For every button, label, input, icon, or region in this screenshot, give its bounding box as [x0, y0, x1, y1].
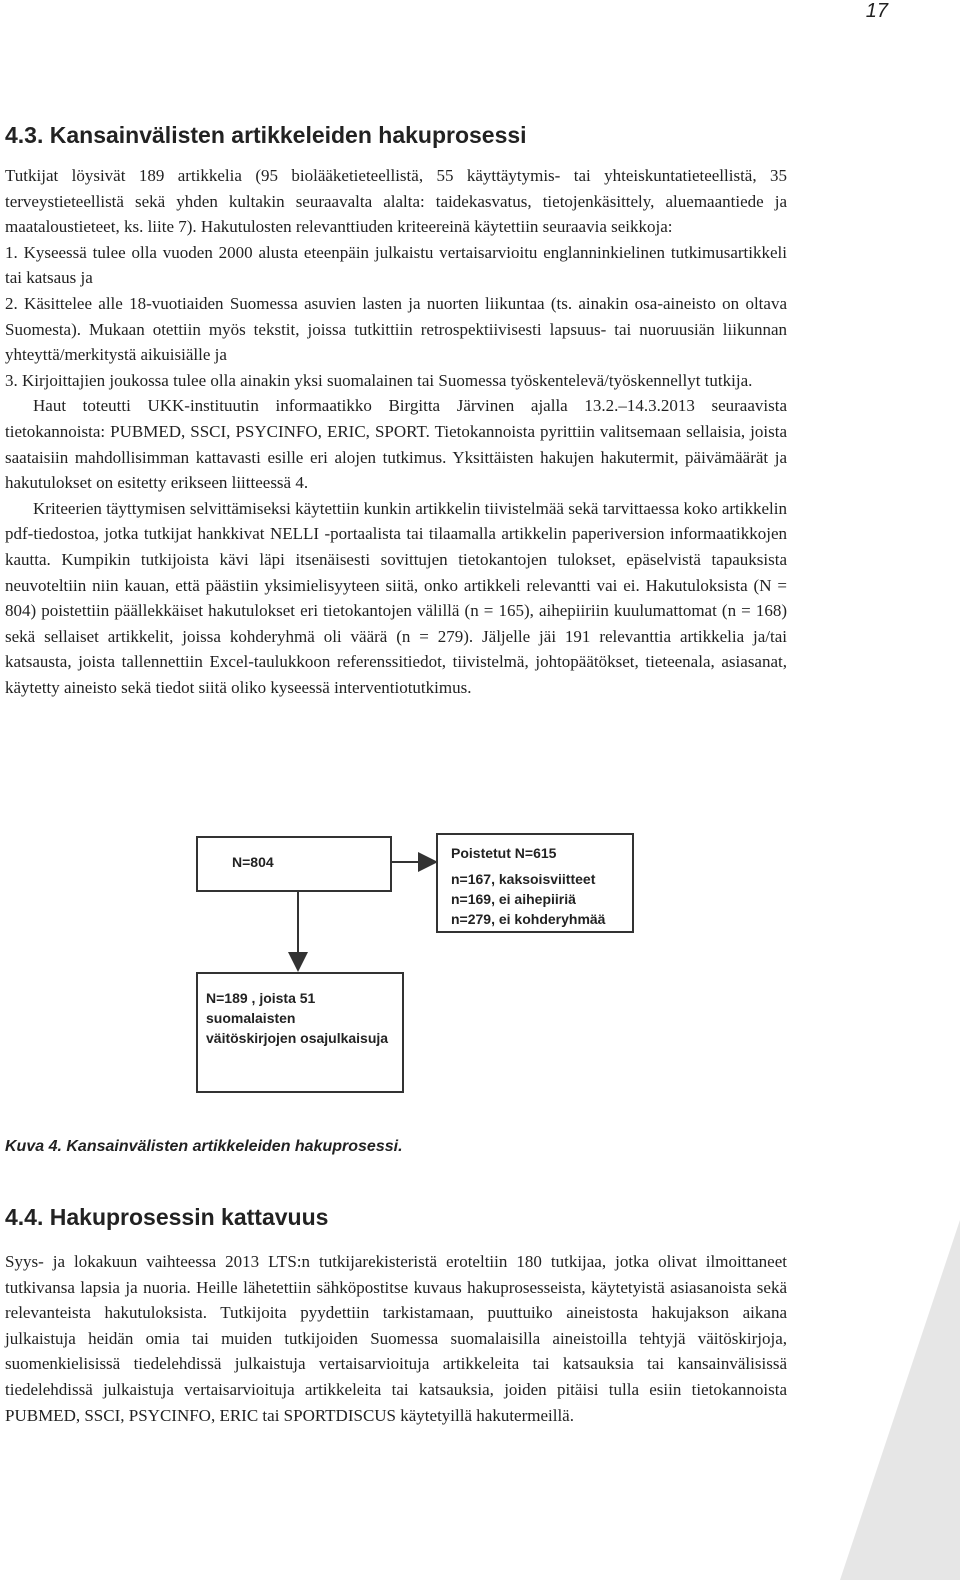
page-number: 17 — [865, 0, 888, 22]
section-heading-4-3: 4.3. Kansainvälisten artikkeleiden hakuprosessi — [5, 122, 527, 148]
corner-decoration — [840, 1220, 960, 1580]
flowchart-start-box — [196, 836, 392, 892]
search-paragraph: Haut toteutti UKK-instituutin informaatikko Birgitta Järvinen ajalla 13.2.–14.3.2013 seuraavista tietokannoista: PUBMED, SSCI, PSYCINFO, ERIC, SPORT. Tietokannoista pyrittiin valitsemaan sellaisia, joista saataisiin mahdollisimman kattavasti esille eri alojen tutkimus. Yksittäisten hakujen hakutermit, päivämäärät ja hakutulokset on esitetty erikseen liitteessä 4. — [5, 396, 787, 493]
intro-paragraph: Tutkijat löysivät 189 artikkelia (95 biolääketieteellistä, 55 käyttäytymis- tai yhteiskuntatieteellistä, 35 terveystieteellistä sekä yhden kultakin seuraavalta alalta: taidekasvatus, tietojenkäsittely, aluemaantiede ja maataloustieteet, ks. liite 7). Hakutulosten relevanttiuden kriteereinä käytettiin seuraavia seikkoja: — [5, 166, 787, 237]
figure-caption: Kuva 4. Kansainvälisten artikkeleiden hakuprosessi. — [5, 1138, 403, 1155]
criterion-2: 2. Käsittelee alle 18-vuotiaiden Suomessa asuvien lasten ja nuorten liikuntaa (ts. ainakin osa-aineisto on oltava Suomesta). Mukaan otettiin myös tekstit, joissa tutkittiin retrospektiivisesti lapsuus- tai nuoruusiän liikunnan yhteyttä/merkitystä aikuisiälle ja — [5, 293, 787, 365]
result-box-line: suomalaisten — [206, 1010, 296, 1026]
section-heading-4-4: 4.4. Hakuprosessin kattavuus — [5, 1204, 329, 1230]
removed-box-line: n=279, ei kohderyhmää — [451, 911, 606, 927]
result-box-line: N=189 , joista 51 — [206, 990, 316, 1006]
flowchart-result-box — [196, 972, 404, 1093]
criterion-1: 1. Kyseessä tulee olla vuoden 2000 alusta eteenpäin julkaistu vertaisarvioitu englanninkielinen tutkimusartikkeli tai katsaus ja — [5, 242, 787, 288]
start-box-label: N=804 — [232, 854, 274, 870]
section-4-4-body — [5, 1249, 787, 1428]
result-box-line: väitöskirjojen osajulkaisuja — [206, 1030, 389, 1046]
screening-paragraph: Kriteerien täyttymisen selvittämiseksi käytettiin kunkin artikkelin tiivistelmää sekä tarvittaessa koko artikkelin pdf-tiedostoa, jotka tutkijat hankkivat NELLI -portaalista tai tilaamalla artikkelin paperiversion informaatikkojen kautta. Kumpikin tutkijoista kävi läpi itsenäisesti sovittujen tietokantojen tulokset, epäselvistä tapauksista neuvoteltiin niin kauan, että päästiin yksimielisyyteen siitä, onko artikkeli relevantti vai ei. Hakutuloksista (N = 804) poistettiin päällekkäiset hakutulokset eri tietokantojen välillä (n = 165), aihepiiriin kuulumattomat (n = 168) sekä sellaiset artikkelit, joissa kohderyhmä oli väärä (n = 279). Jäljelle jäi 191 relevanttia artikkelia ja/tai katsausta, joista tallennettiin Excel-taulukkoon referenssitiedot, tiivistelmä, johtopäätökset, tieteenala, asiasanat, käytetty aineisto sekä tiedot siitä oliko kyseessä interventiotutkimus. — [5, 498, 787, 697]
removed-box-title: Poistetut N=615 — [451, 845, 557, 861]
flowchart-removed-box — [436, 833, 634, 933]
removed-box-line: n=167, kaksoisviitteet — [451, 871, 596, 887]
criterion-3: 3. Kirjoittajien joukossa tulee olla ainakin yksi suomalainen tai Suomessa työskentelevä/työskennellyt tutkija. — [5, 370, 753, 390]
coverage-paragraph: Syys- ja lokakuun vaihteessa 2013 LTS:n tutkijarekisteristä eroteltiin 180 tutkijaa, jotka olivat ilmoittaneet tutkivansa lapsia ja nuoria. Heille lähetettiin sähköpostitse kuvaus hakuprosesseista, käytetyistä asiasanoista sekä relevanteista hakutuloksista. Tutkijoita pyydettiin tarkistamaan, puuttuiko aineistosta hakujakson aikana julkaistuja heidän omia tai muiden tutkijoiden Suomessa suomalaisilla aineistoilla tehtyjä väitöskirjoja, suomenkielisissä tiedelehdissä julkaistuja vertaisarvioituja artikkeleita tai katsauksia tai kansainvälisissä tiedelehdissä julkaistuja vertaisarvioituja artikkeleita tai katsauksia, joiden pitäisi tulla esiin tietokannoista PUBMED, SSCI, PSYCINFO, ERIC tai SPORTDISCUS käytetyillä hakutermeillä. — [5, 1252, 787, 1425]
removed-box-line: n=169, ei aihepiiriä — [451, 891, 576, 907]
